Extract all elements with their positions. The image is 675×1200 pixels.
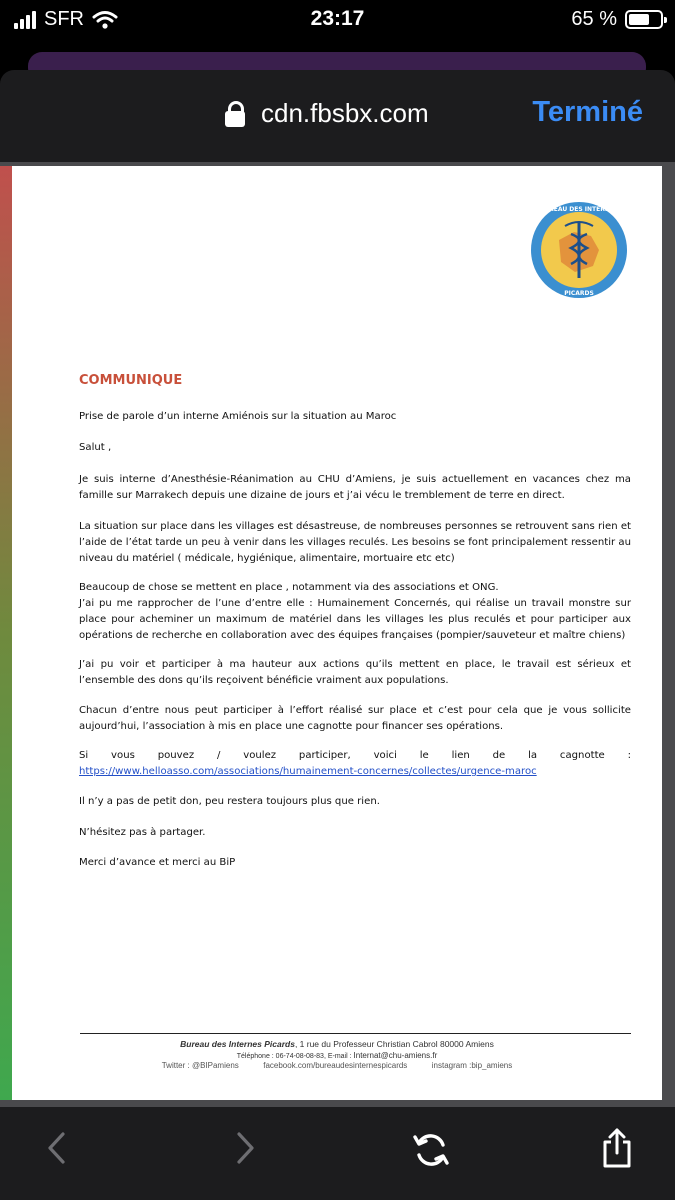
footer-line-1: [12, 1039, 662, 1049]
doc-paragraph-2: [79, 440, 631, 456]
doc-text: J’ai pu voir et participer à ma hauteur aux actions qu’ils mettent en place, le travail est sérieux et l’ensemble des dons qu’ils reçoivent bénéficie vraiment aux populations.: [79, 659, 631, 686]
doc-paragraph-5: [79, 580, 631, 596]
doc-heading: COMMUNIQUE: [79, 373, 183, 388]
url-bar: [0, 70, 675, 152]
footer-line-2: [12, 1051, 662, 1060]
battery-icon: [625, 10, 663, 29]
doc-text: Salut ,: [79, 442, 112, 453]
doc-paragraph-11: [79, 825, 631, 841]
footer-address: , 1 rue du Professeur Christian Cabrol 80000 Amiens: [294, 1039, 494, 1049]
doc-text: Beaucoup de chose se mettent en place , notamment via des associations et ONG.: [79, 582, 499, 593]
doc-text: Je suis interne d’Anesthésie-Réanimation au CHU d’Amiens, je suis actuellement en vacances chez ma famille sur Marrakech depuis une dizaine de jours et j’ai vécu le tremblement de terre en direct.: [79, 474, 631, 501]
link-container: [79, 764, 631, 780]
doc-text: Prise de parole d’un interne Amiénois sur la situation au Maroc: [79, 411, 397, 422]
doc-paragraph-9: [79, 748, 631, 764]
battery-group: [571, 8, 663, 31]
back-icon[interactable]: [44, 1131, 70, 1165]
doc-paragraph-6: [79, 596, 631, 644]
doc-text: Il n’y a pas de petit don, peu restera toujours plus que rien.: [79, 796, 380, 807]
doc-paragraph-4: [79, 519, 631, 567]
url-display[interactable]: [225, 98, 429, 129]
footer-org: Bureau des Internes Picards: [180, 1039, 295, 1049]
clock: 23:17: [310, 7, 365, 30]
doc-text: J’ai pu me rapprocher de l’une d’entre elle : Humainement Concernés, qui réalise un travail monstre sur place pour acheminer un maximum de matériel dans les villages les plus reculés et pour participer aux opérations de recherche en collaboration avec des équipes françaises (pompier/sauveteur et maître chiens): [79, 598, 631, 641]
footer-twitter: Twitter : @BIPamiens: [161, 1061, 239, 1070]
footer-phone: Téléphone : 06-74-08-08-83, E-mail :: [236, 1053, 352, 1060]
battery-percent: 65 %: [571, 8, 617, 30]
doc-paragraph-3: [79, 472, 631, 504]
status-bar: [0, 0, 675, 40]
forward-icon[interactable]: [232, 1131, 258, 1165]
footer-divider: [80, 1033, 631, 1034]
doc-text: Si vous pouvez / voulez participer, voici le lien de la cagnotte :: [79, 750, 631, 761]
doc-paragraph-10: [79, 794, 631, 810]
footer-email: Internat@chu-amiens.fr: [353, 1051, 438, 1060]
document-viewer[interactable]: [0, 162, 675, 1107]
doc-paragraph-8: [79, 703, 631, 735]
carrier-name: SFR: [44, 8, 84, 30]
color-stripe: [0, 166, 12, 1100]
doc-text: N’hésitez pas à partager.: [79, 827, 206, 838]
doc-paragraph-7: [79, 657, 631, 689]
done-button[interactable]: Terminé: [532, 96, 643, 128]
logo-text-bottom: PICARDS: [564, 290, 594, 297]
doc-paragraph-12: [79, 855, 631, 871]
reload-icon[interactable]: [412, 1131, 450, 1169]
url-text: cdn.fbsbx.com: [261, 98, 429, 128]
document-page: [12, 166, 662, 1100]
cagnotte-link[interactable]: https://www.helloasso.com/associations/humainement-concernes/collectes/urgence-maroc: [79, 766, 537, 777]
share-icon[interactable]: [600, 1127, 634, 1169]
bip-logo: [529, 200, 629, 300]
footer-line-3: [12, 1061, 662, 1070]
doc-text: Chacun d’entre nous peut participer à l’effort réalisé sur place et c’est pour cela que je vous sollicite aujourd’hui, l’association à mis en place une cagnotte pour financer ses opérations.: [79, 705, 631, 732]
bottom-toolbar: [0, 1115, 675, 1200]
logo-text-top: BUREAU DES INTERNES: [539, 206, 619, 213]
doc-paragraph-1: [79, 409, 631, 425]
doc-text: La situation sur place dans les villages est désastreuse, de nombreuses personnes se retrouvent sans rien et l’aide de l’état tarde un peu à venir dans les villages reculés. Les besoins se font principalement ressentir au niveau du matériel ( médicale, hygiénique, alimentaire, mortuaire etc etc): [79, 521, 631, 564]
footer-facebook: facebook.com/bureaudesinternespicards: [263, 1061, 408, 1070]
doc-text: Merci d’avance et merci au BiP: [79, 857, 236, 868]
footer-instagram: instagram :bip_amiens: [431, 1061, 513, 1070]
lock-icon: [225, 101, 245, 127]
